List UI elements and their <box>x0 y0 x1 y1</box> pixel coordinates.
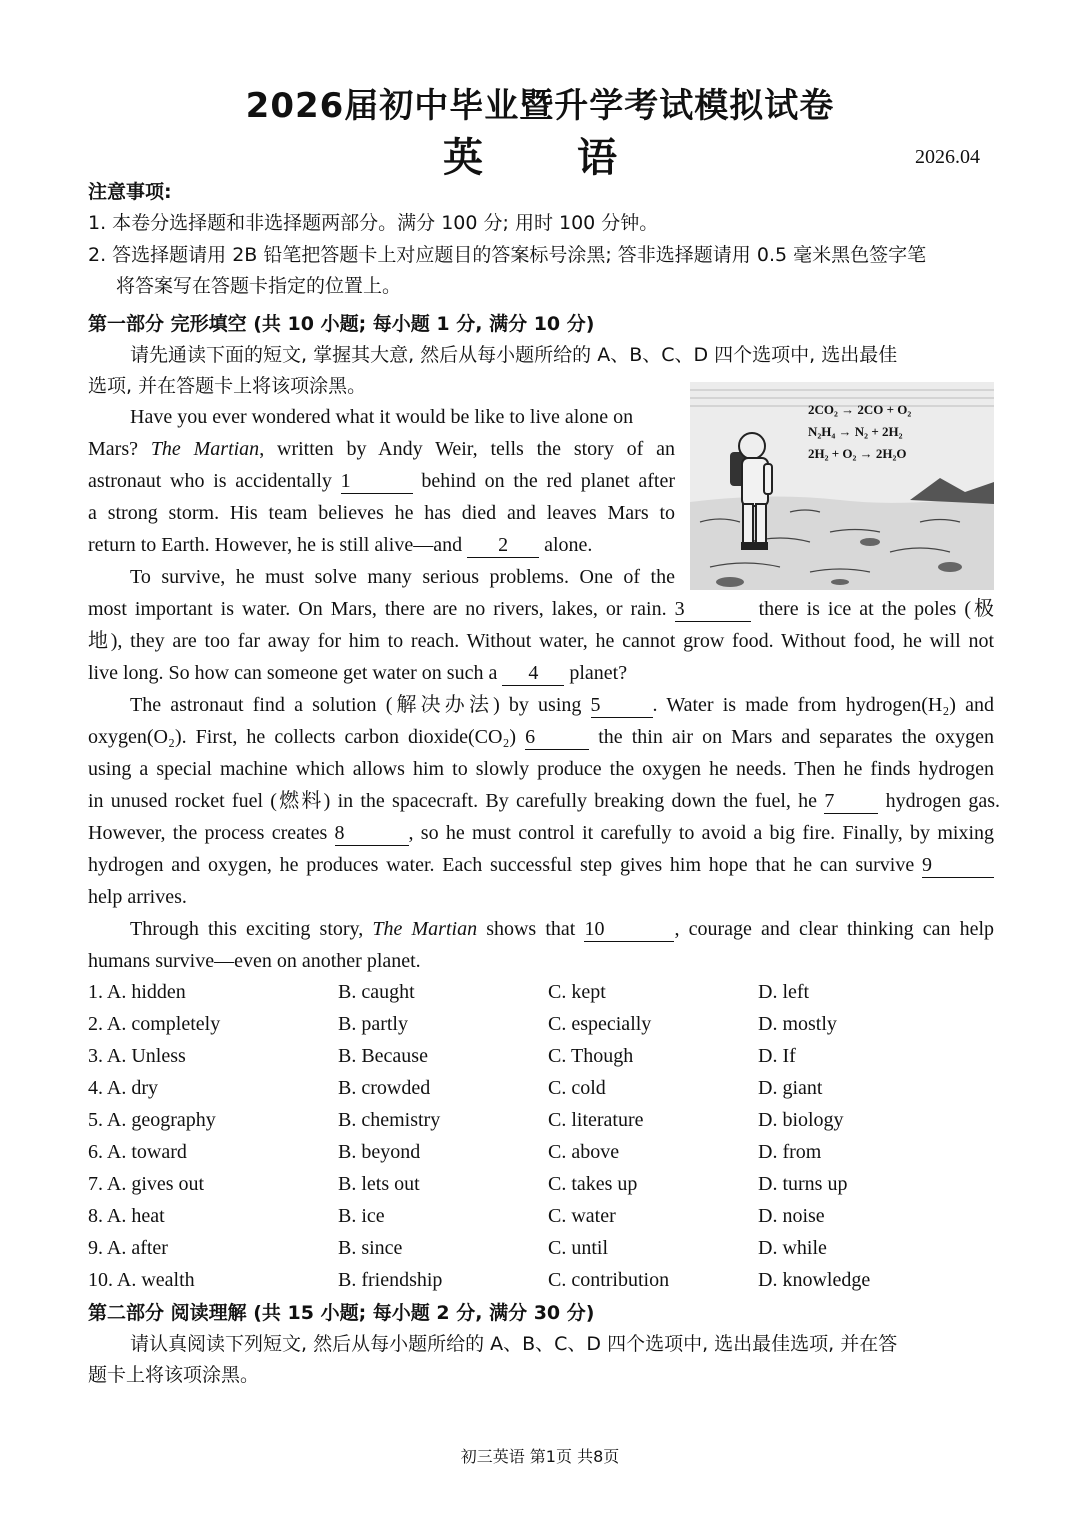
q8-option-d[interactable]: D. noise <box>758 1205 825 1227</box>
question-6-options <box>88 1137 994 1169</box>
blank-9: 9 <box>922 853 994 878</box>
q5-option-c[interactable]: C. literature <box>548 1109 644 1131</box>
blank-6: 6 <box>525 725 589 750</box>
equation-3: 2H₂ + O₂ → 2H₂O <box>808 446 907 461</box>
q1-option-b[interactable]: B. caught <box>338 981 415 1003</box>
question-2-options <box>88 1009 994 1041</box>
passage-line-11: oxygen(O₂). First, he collects carbon dioxide(CO₂) 6 the thin air on Mars and separates the oxygen <box>88 726 995 748</box>
passage-line-15: hydrogen and oxygen, he produces water. Each successful step gives him hope that he can survive 9 <box>88 849 994 881</box>
question-7-options <box>88 1169 994 1201</box>
q5-option-b[interactable]: B. chemistry <box>338 1109 441 1131</box>
passage-line-14: However, the process creates 8 , so he must control it carefully to avoid a big fire. Finally, by mixing <box>88 822 994 844</box>
passage-line-9: live long. So how can someone get water on such a 4 planet? <box>88 662 628 684</box>
q3-option-d[interactable]: D. If <box>758 1045 796 1067</box>
blank-7: 7 <box>824 789 878 814</box>
q7-option-d[interactable]: D. turns up <box>758 1173 848 1195</box>
q4-option-b[interactable]: B. crowded <box>338 1077 431 1099</box>
q4-option-a[interactable]: 4. A. dry <box>88 1077 158 1099</box>
passage-line-6: To survive, he must solve many serious problems. One of the <box>130 566 675 588</box>
passage-line-10: The astronaut find a solution (解决办法) by using 5 . Water is made from hydrogen(H₂) and <box>130 694 994 716</box>
passage-line-17: Through this exciting story, The Martian shows that 10 , courage and clear thinking can help <box>130 918 995 940</box>
blank-5: 5 <box>591 693 653 718</box>
subject-title: 英 语 <box>443 135 657 181</box>
q6-option-d[interactable]: D. from <box>758 1141 822 1163</box>
blank-1: 1 <box>341 469 413 494</box>
passage-line-8: 地), they are too far away for him to reach. Without water, he cannot grow food. Without food, he will not <box>88 630 994 652</box>
q3-option-c[interactable]: C. Though <box>548 1045 634 1067</box>
passage-line-5: return to Earth. However, he is still alive—and 2 alone. <box>88 534 593 556</box>
q1-option-c[interactable]: C. kept <box>548 981 606 1003</box>
mars-illustration <box>690 382 994 590</box>
q5-option-d[interactable]: D. biology <box>758 1109 844 1131</box>
q10-option-c[interactable]: C. contribution <box>548 1269 670 1291</box>
blank-3: 3 <box>675 597 751 622</box>
q9-option-a[interactable]: 9. A. after <box>88 1237 168 1259</box>
q2-option-b[interactable]: B. partly <box>338 1013 408 1035</box>
notice-item-1: 1. 本卷分选择题和非选择题两部分。满分 100 分; 用时 100 分钟。 <box>88 212 659 234</box>
blank-2: 2 <box>467 533 539 558</box>
q1-option-a[interactable]: 1. A. hidden <box>88 981 186 1003</box>
part1-heading: 第一部分 完形填空 (共 10 小题; 每小题 1 分, 满分 10 分) <box>88 313 595 335</box>
astronaut-on-mars-image <box>690 382 994 590</box>
question-1-options <box>88 977 994 1009</box>
q4-option-c[interactable]: C. cold <box>548 1077 606 1099</box>
q10-option-b[interactable]: B. friendship <box>338 1269 443 1291</box>
equation-2: N₂H₄ → N₂ + 2H₂ <box>808 424 903 439</box>
question-10-options <box>88 1265 994 1297</box>
q9-option-c[interactable]: C. until <box>548 1237 609 1259</box>
q9-option-d[interactable]: D. while <box>758 1237 827 1259</box>
q6-option-c[interactable]: C. above <box>548 1141 620 1163</box>
book-title: The Martian <box>150 438 260 460</box>
passage-line-13: in unused rocket fuel (燃料) in the spacecraft. By carefully breaking down the fuel, he 7 hydrogen gas. <box>88 790 1001 812</box>
q1-option-d[interactable]: D. left <box>758 981 810 1003</box>
q6-option-a[interactable]: 6. A. toward <box>88 1141 187 1163</box>
passage-line-7: most important is water. On Mars, there are no rivers, lakes, or rain. 3 there is ice at the poles (极 <box>88 598 994 620</box>
part2-instruction-cont: 题卡上将该项涂黑。 <box>88 1364 260 1386</box>
passage-line-18: humans survive—even on another planet. <box>88 950 421 972</box>
q9-option-b[interactable]: B. since <box>338 1237 403 1259</box>
q3-option-b[interactable]: B. Because <box>338 1045 428 1067</box>
part2-heading: 第二部分 阅读理解 (共 15 小题; 每小题 2 分, 满分 30 分) <box>88 1302 595 1324</box>
notice-item-2: 2. 答选择题请用 2B 铅笔把答题卡上对应题目的答案标号涂黑; 答非选择题请用 0.5 毫米黑色签字笔 <box>88 244 927 266</box>
q4-option-d[interactable]: D. giant <box>758 1077 823 1099</box>
blank-4: 4 <box>502 661 564 686</box>
exam-title: 2026届初中毕业暨升学考试模拟试卷 <box>245 86 835 126</box>
passage-line-4: a strong storm. His team believes he has died and leaves Mars to <box>88 502 675 524</box>
q6-option-b[interactable]: B. beyond <box>338 1141 421 1163</box>
q10-option-a[interactable]: 10. A. wealth <box>88 1269 195 1291</box>
passage-line-12: using a special machine which allows him to slowly produce the oxygen he needs. Then he finds hydrogen <box>88 758 994 780</box>
q8-option-c[interactable]: C. water <box>548 1205 616 1227</box>
passage-line-16: help arrives. <box>88 886 187 908</box>
equation-1: 2CO₂ → 2CO + O₂ <box>808 402 912 417</box>
question-5-options <box>88 1105 994 1137</box>
blank-8: 8 <box>335 821 409 846</box>
q5-option-a[interactable]: 5. A. geography <box>88 1109 216 1131</box>
passage-line-1: Have you ever wondered what it would be like to live alone on <box>130 406 634 428</box>
passage-line-2: Mars? The Martian, written by Andy Weir, tells the story of an <box>88 438 676 460</box>
q10-option-d[interactable]: D. knowledge <box>758 1269 871 1291</box>
blank-10: 10 <box>584 917 674 942</box>
book-title-2: The Martian <box>372 918 478 940</box>
notice-heading: 注意事项: <box>88 181 172 203</box>
q3-option-a[interactable]: 3. A. Unless <box>88 1045 186 1067</box>
question-4-options <box>88 1073 994 1105</box>
part1-instruction: 请先通读下面的短文, 掌握其大意, 然后从每小题所给的 A、B、C、D 四个选项中, 选出最佳 <box>130 344 898 366</box>
q7-option-c[interactable]: C. takes up <box>548 1173 638 1195</box>
part1-instruction-cont: 选项, 并在答题卡上将该项涂黑。 <box>88 375 367 397</box>
q2-option-a[interactable]: 2. A. completely <box>88 1013 221 1035</box>
exam-date: 2026.04 <box>915 146 980 168</box>
part2-instruction: 请认真阅读下列短文, 然后从每小题所给的 A、B、C、D 四个选项中, 选出最佳选项, 并在答 <box>130 1333 898 1355</box>
question-9-options <box>88 1233 994 1265</box>
passage-line-3: astronaut who is accidentally 1 behind on the red planet after <box>88 470 676 492</box>
q2-option-c[interactable]: C. especially <box>548 1013 652 1035</box>
question-3-options <box>88 1041 994 1073</box>
q2-option-d[interactable]: D. mostly <box>758 1013 837 1035</box>
q7-option-b[interactable]: B. lets out <box>338 1173 420 1195</box>
page-footer: 初三英语 第1页 共8页 <box>460 1447 620 1466</box>
notice-item-2-cont: 将答案写在答题卡指定的位置上。 <box>116 275 402 297</box>
question-8-options <box>88 1201 994 1233</box>
q7-option-a[interactable]: 7. A. gives out <box>88 1173 205 1195</box>
q8-option-a[interactable]: 8. A. heat <box>88 1205 165 1227</box>
q8-option-b[interactable]: B. ice <box>338 1205 385 1227</box>
